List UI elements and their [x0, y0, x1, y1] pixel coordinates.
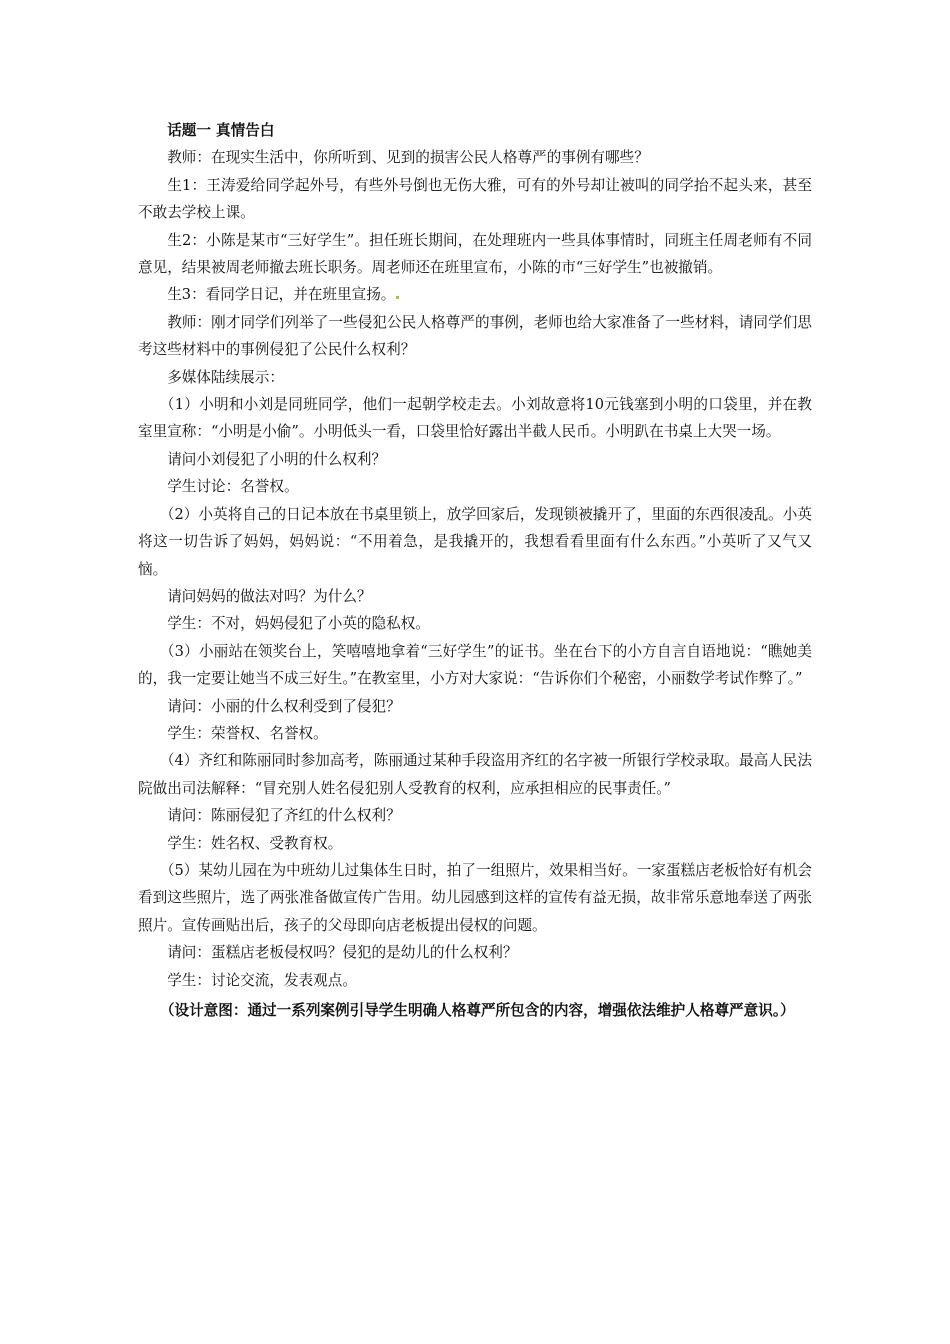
- case-paragraph: [138, 638, 812, 693]
- dialogue-paragraph: [138, 473, 812, 500]
- paragraph-text: 学生：荣誉权、名誉权。: [167, 724, 328, 742]
- case-paragraph: [138, 857, 812, 939]
- annotation-mark: [396, 296, 399, 299]
- dialogue-paragraph: [138, 227, 812, 282]
- dialogue-paragraph: [138, 610, 812, 637]
- dialogue-paragraph: [138, 830, 812, 857]
- design-intent-note: （设计意图：通过一系列案例引导学生明确人格尊严所包含的内容，增强依法维护人格尊严意识。）: [159, 1002, 795, 1019]
- case-paragraph: [138, 391, 812, 446]
- paragraph-text: 生3：看同学日记，并在班里宣扬。: [167, 286, 396, 304]
- paragraph-text: 多媒体陆续展示：: [167, 368, 284, 386]
- paragraph-text: 教师：在现实生活中，你所听到、见到的损害公民人格尊严的事例有哪些？: [167, 149, 649, 167]
- paragraph-text: （2）小英将自己的日记本放在书桌里锁上，放学回家后，发现锁被撬开了，里面的东西很凌乱。小英将这一切告诉了妈妈，妈妈说：“不用着急，是我撬开的，我想看看里面有什么东西。”小英听了又气又恼。: [138, 505, 812, 578]
- paragraph-text: 学生：姓名权、受教育权。: [167, 834, 343, 852]
- dialogue-paragraph: [138, 939, 812, 966]
- paragraph-text: 请问：蛋糕店老板侵权吗？侵犯的是幼儿的什么权利？: [167, 944, 518, 962]
- paragraph-text: 教师：刚才同学们列举了一些侵犯公民人格尊严的事例，老师也给大家准备了一些材料，请同学们思考这些材料中的事例侵犯了公民什么权利？: [138, 313, 812, 359]
- paragraph-text: 学生：讨论交流，发表观点。: [167, 971, 357, 989]
- dialogue-paragraph: [138, 720, 812, 747]
- topic-heading: 话题一 真情告白: [167, 122, 275, 139]
- paragraph-text: 生2：小陈是某市“三好学生”。担任班长期间，在处理班内一些具体事情时，同班主任周老师有不同意见，结果被周老师撤去班长职务。周老师还在班里宣布，小陈的市“三好学生”也被撤销。: [138, 231, 812, 277]
- paragraph-text: 请问：小丽的什么权利受到了侵犯？: [167, 697, 401, 715]
- paragraph-list: [138, 144, 812, 994]
- document-body: [138, 117, 812, 1025]
- dialogue-paragraph: [138, 172, 812, 227]
- paragraph-text: 请问妈妈的做法对吗？为什么？: [167, 587, 372, 605]
- paragraph-text: （3）小丽站在领奖台上，笑嘻嘻地拿着“三好学生”的证书。坐在台下的小方自言自语地说：“瞧她美的，我一定要让她当不成三好生。”在教室里，小方对大家说：“告诉你们个秘密，小丽数学考试作弊了。”: [138, 642, 812, 688]
- dialogue-paragraph: [138, 309, 812, 364]
- dialogue-paragraph: [138, 281, 812, 308]
- paragraph-text: 学生讨论：名誉权。: [167, 478, 299, 496]
- dialogue-paragraph: [138, 446, 812, 473]
- paragraph-text: （1）小明和小刘是同班同学，他们一起朝学校走去。小刘故意将10元钱塞到小明的口袋里，并在教室里宣称：“小明是小偷”。小明低头一看，口袋里恰好露出半截人民币。小明趴在书桌上大哭一场。: [138, 396, 812, 441]
- paragraph-text: 请问：陈丽侵犯了齐红的什么权利？: [167, 807, 401, 825]
- dialogue-paragraph: [138, 583, 812, 610]
- dialogue-paragraph: [138, 144, 812, 171]
- paragraph-text: （4）齐红和陈丽同时参加高考，陈丽通过某种手段盗用齐红的名字被一所银行学校录取。最高人民法院做出司法解释：“冒充别人姓名侵犯别人受教育的权利，应承担相应的民事责任。”: [138, 752, 812, 797]
- paragraph-text: 请问小刘侵犯了小明的什么权利？: [167, 450, 387, 468]
- dialogue-paragraph: [138, 967, 812, 994]
- case-paragraph: [138, 747, 812, 802]
- dialogue-paragraph: [138, 693, 812, 720]
- paragraph-text: 生1：王涛爱给同学起外号，有些外号倒也无伤大雅，可有的外号却让被叫的同学抬不起头来，甚至不敢去学校上课。: [138, 176, 812, 222]
- paragraph-text: 学生：不对，妈妈侵犯了小英的隐私权。: [167, 615, 430, 633]
- dialogue-paragraph: [138, 802, 812, 829]
- paragraph-text: （5）某幼儿园在为中班幼儿过集体生日时，拍了一组照片，效果相当好。一家蛋糕店老板恰好有机会看到这些照片，选了两张准备做宣传广告用。幼儿园感到这样的宣传有益无损，故非常乐意地奉送了两张照片。宣传画贴出后，孩子的父母即向店老板提出侵权的问题。: [138, 861, 812, 934]
- case-paragraph: [138, 501, 812, 583]
- dialogue-paragraph: [138, 364, 812, 391]
